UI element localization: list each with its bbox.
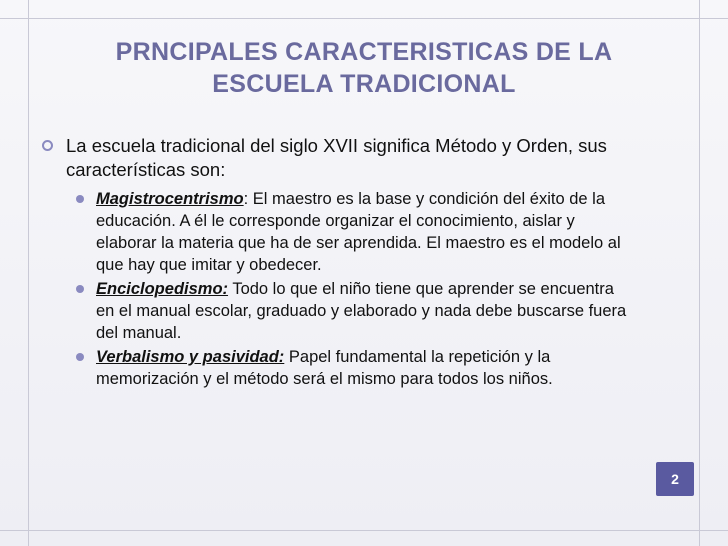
slide-title <box>44 36 684 100</box>
frame-line-left <box>28 0 29 546</box>
item-text: El maestro es la base y condición del éxito de la educación. A él le corresponde organizar el conocimiento, aislar y elaborar la materia que ha de ser aprendida. El maestro es el modelo al que hay que imitar y obedecer. <box>96 190 621 274</box>
item-text: Todo lo que el niño tiene que aprender se encuentra en el manual escolar, graduado y elaborado y nada debe buscarse fuera del manual. <box>96 280 627 342</box>
item-term: Verbalismo y pasividad: <box>96 348 285 366</box>
list-item <box>40 346 650 390</box>
item-term: Enciclopedismo: <box>96 280 229 298</box>
dot-bullet-icon <box>76 195 84 203</box>
page-number-badge: 2 <box>656 462 694 496</box>
frame-line-right <box>699 0 700 546</box>
slide-title-line-1: PRNCIPALES CARACTERISTICAS DE LA <box>115 38 613 66</box>
frame-line-top <box>0 18 728 19</box>
item-separator: : <box>243 190 249 208</box>
item-term: Magistrocentrismo <box>96 190 244 208</box>
intro-text: La escuela tradicional del siglo XVII significa Método y Orden, sus características son: <box>66 135 607 180</box>
dot-bullet-icon <box>76 353 84 361</box>
list-item <box>40 188 650 276</box>
ring-bullet-icon <box>42 140 53 151</box>
slide-content <box>40 134 650 392</box>
list-item <box>40 278 650 344</box>
frame-line-bottom <box>0 530 728 531</box>
intro-bullet <box>40 134 650 182</box>
item-text: Papel fundamental la repetición y la memorización y el método será el mismo para todos los niños. <box>96 348 553 388</box>
dot-bullet-icon <box>76 285 84 293</box>
slide-title-line-2: ESCUELA TRADICIONAL <box>212 70 516 98</box>
